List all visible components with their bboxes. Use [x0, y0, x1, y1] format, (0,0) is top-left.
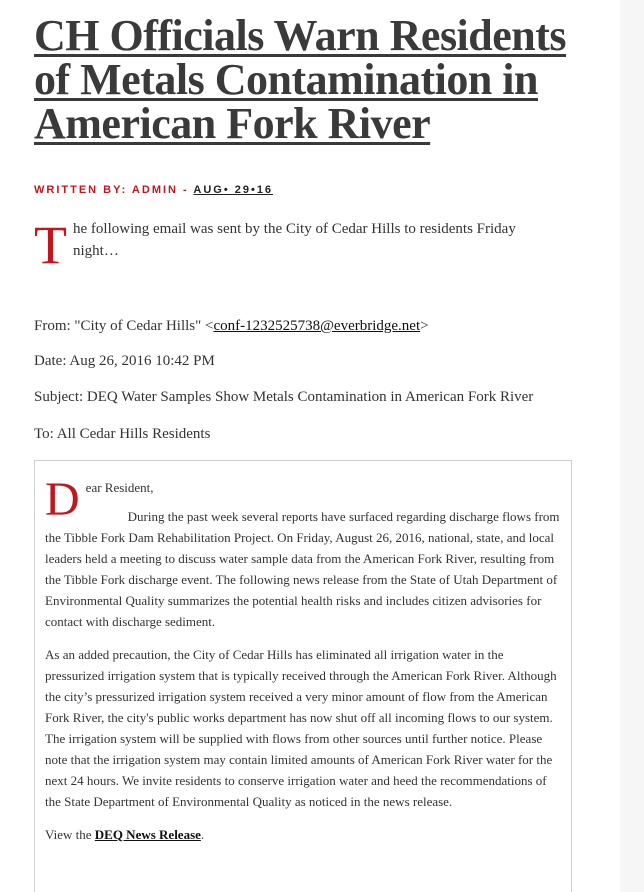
intro-dropcap: T [34, 215, 67, 275]
message-paragraph-2: As an added precaution, the City of Cedar Hills has eliminated all irrigation water in the pressurized irrigation system that is typically received through the American Fork River. Although the city’s pressurized irrigation system received a very minor amount of flow from the American Fork River, the city's public works department has now shut off all incoming flows to our system. The irrigation system will be supplied with flows from other sources until further notice. Please note that the irrigation system may contain limited amounts of American Fork River water for the next 24 hours. We invite residents to conserve irrigation water and heed the recommendations of the State Department of Environmental Quality as noticed in the news release. [45, 647, 557, 809]
message-greeting: ear Resident, [85, 480, 154, 495]
message-paragraph-1: During the past week several reports have surfaced regarding discharge flows from the Tibble Fork Dam Rehabilitation Project. On Friday, August 26, 2016, national, state, and local leaders held a meeting to discuss water sample data from the American Fork River, resulting from the Tibble Fork discharge event. The following news release from the State of Utah Department of Environmental Quality summarizes the potential health risks and includes citizen advisories for contact with discharge sediment. [45, 509, 560, 629]
email-date-line: Date: Aug 26, 2016 10:42 PM [34, 353, 215, 369]
email-to-line: To: All Cedar Hills Residents [34, 426, 211, 442]
email-from-label: From: "City of Cedar Hills" < [34, 318, 214, 334]
article-headline[interactable]: CH Officials Warn Residents of Metals Contamination in American Fork River [34, 11, 567, 148]
view-suffix: . [200, 827, 205, 842]
view-prefix: View the [45, 827, 95, 842]
byline-separator: - [183, 184, 189, 196]
email-from-address-link[interactable]: conf-1232525738@everbridge.net [213, 318, 421, 334]
email-from-close: > [420, 318, 429, 334]
intro-text: he following email was sent by the City of Cedar Hills to residents Friday night… [73, 221, 516, 259]
article-meta [34, 184, 273, 196]
email-subject-line: Subject: DEQ Water Samples Show Metals Contamination in American Fork River [34, 389, 534, 405]
message-box [34, 460, 572, 892]
deq-news-release-link[interactable]: DEQ News Release [94, 827, 201, 842]
message-dropcap: D [45, 473, 80, 526]
email-from-line [34, 316, 429, 336]
article-intro [34, 215, 554, 275]
message-view-line [45, 824, 561, 845]
byline: WRITTEN BY: ADMIN [34, 184, 178, 196]
article-date[interactable]: AUG• 29•16 [193, 184, 274, 196]
